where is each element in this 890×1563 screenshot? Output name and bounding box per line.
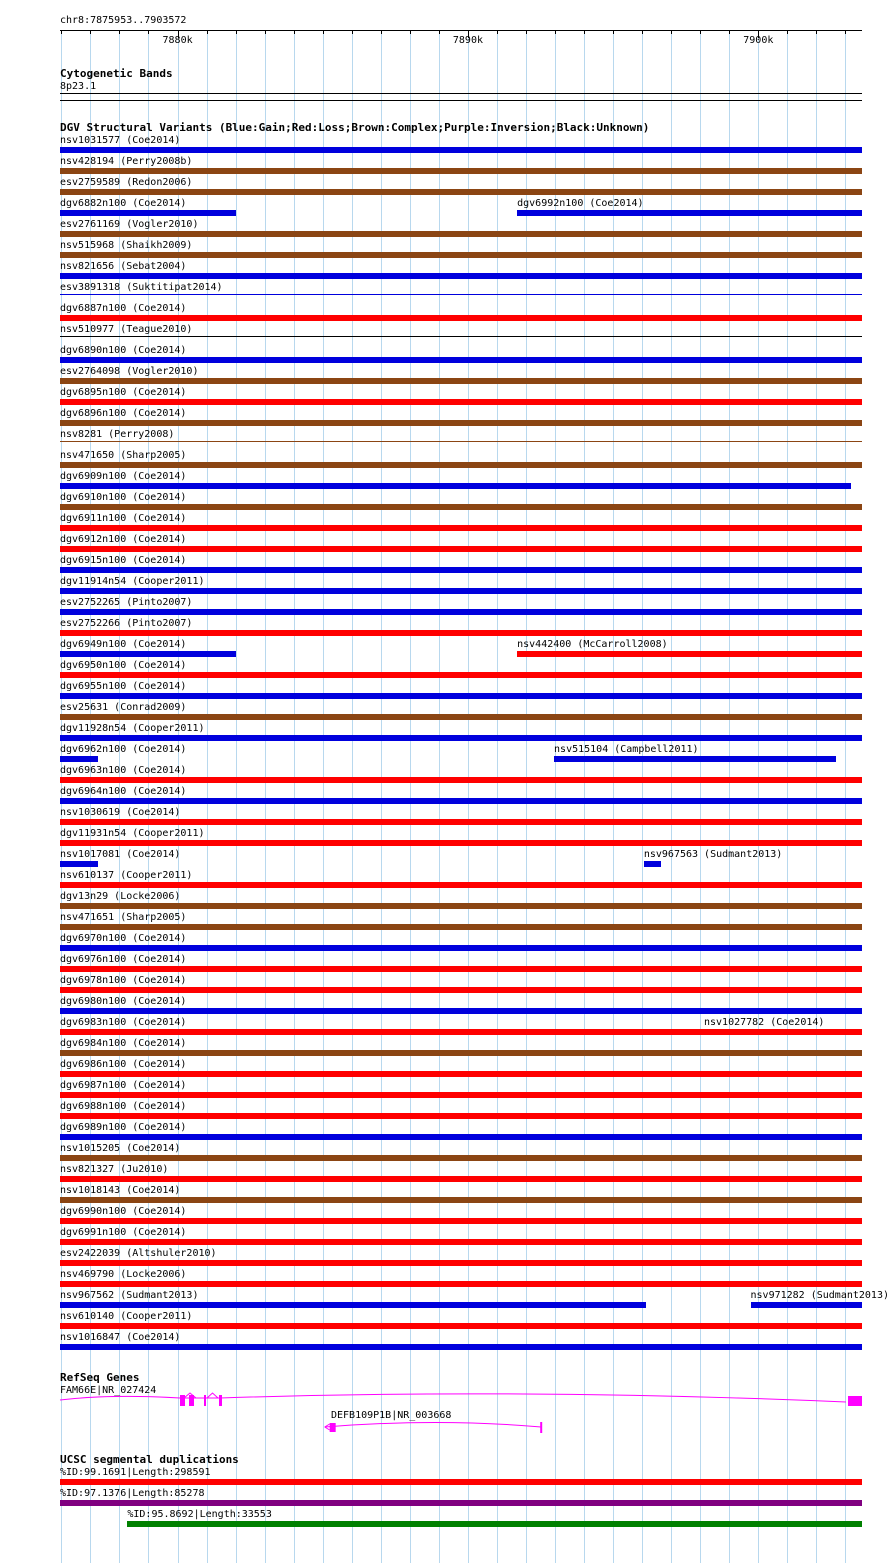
variant-label[interactable]: dgv6915n100 (Coe2014) <box>60 555 187 566</box>
variant-bar[interactable] <box>60 378 862 384</box>
variant-label[interactable]: dgv6887n100 (Coe2014) <box>60 303 187 314</box>
variant-bar[interactable] <box>60 1260 862 1266</box>
ruler-minor-tick <box>700 30 701 34</box>
variant-bar[interactable] <box>60 147 862 153</box>
variant-label[interactable]: nsv1030619 (Coe2014) <box>60 807 181 818</box>
variant-label[interactable]: dgv6896n100 (Coe2014) <box>60 408 187 419</box>
variant-label[interactable]: nsv515968 (Shaikh2009) <box>60 240 193 251</box>
variant-bar[interactable] <box>751 1302 862 1308</box>
variant-label[interactable]: dgv6909n100 (Coe2014) <box>60 471 187 482</box>
variant-bar[interactable] <box>60 924 862 930</box>
variant-label[interactable]: nsv1015205 (Coe2014) <box>60 1143 181 1154</box>
gene-exon[interactable] <box>189 1395 194 1406</box>
variant-label[interactable]: dgv6988n100 (Coe2014) <box>60 1101 187 1112</box>
variant-label[interactable]: dgv6890n100 (Coe2014) <box>60 345 187 356</box>
variant-bar[interactable] <box>60 1113 862 1119</box>
ruler-minor-tick <box>555 30 556 34</box>
gene-intron-line[interactable] <box>325 1423 542 1428</box>
variant-label[interactable]: dgv6911n100 (Coe2014) <box>60 513 187 524</box>
variant-label[interactable]: nsv971282 (Sudmant2013) <box>750 1290 889 1301</box>
variant-label[interactable]: dgv6912n100 (Coe2014) <box>60 534 187 545</box>
variant-bar[interactable] <box>60 567 862 573</box>
variant-label[interactable]: dgv6970n100 (Coe2014) <box>60 933 187 944</box>
variant-label[interactable]: nsv1027782 (Coe2014) <box>704 1017 825 1028</box>
variant-label[interactable]: nsv8281 (Perry2008) <box>60 429 175 440</box>
variant-bar[interactable] <box>60 714 862 720</box>
variant-label[interactable]: esv2422039 (Altshuler2010) <box>60 1248 217 1259</box>
ruler-axis <box>60 30 862 31</box>
ruler-minor-tick <box>584 30 585 34</box>
ruler-minor-tick <box>642 30 643 34</box>
refseq-track-title[interactable]: RefSeq Genes <box>60 1371 140 1384</box>
segdup-bar[interactable] <box>127 1521 862 1527</box>
variant-bar[interactable] <box>60 1323 862 1329</box>
ruler-tick-label: 7900k <box>743 35 774 46</box>
variant-label[interactable]: nsv471650 (Sharp2005) <box>60 450 187 461</box>
variant-bar[interactable] <box>554 756 836 762</box>
variant-label[interactable]: dgv11914n54 (Cooper2011) <box>60 576 205 587</box>
variant-label[interactable]: dgv6976n100 (Coe2014) <box>60 954 187 965</box>
variant-bar[interactable] <box>60 1281 862 1287</box>
ruler-minor-tick <box>352 30 353 34</box>
variant-bar[interactable] <box>60 819 862 825</box>
segdup-label[interactable]: %ID:97.1376|Length:85278 <box>60 1488 205 1499</box>
variant-bar[interactable] <box>60 1239 862 1245</box>
ruler-minor-tick <box>816 30 817 34</box>
variant-bar[interactable] <box>60 966 862 972</box>
variant-bar[interactable] <box>60 672 862 678</box>
variant-label[interactable]: nsv442400 (McCarroll2008) <box>517 639 668 650</box>
ruler-minor-tick <box>439 30 440 34</box>
variant-bar[interactable] <box>60 1344 862 1350</box>
variant-bar[interactable] <box>60 903 862 909</box>
ruler-minor-tick <box>787 30 788 34</box>
ruler-minor-tick <box>845 30 846 34</box>
variant-label[interactable]: nsv610140 (Cooper2011) <box>60 1311 193 1322</box>
variant-label[interactable]: dgv6964n100 (Coe2014) <box>60 786 187 797</box>
variant-label[interactable]: nsv967562 (Sudmant2013) <box>60 1290 199 1301</box>
gene-exon[interactable] <box>540 1422 542 1433</box>
cytogenetic-bands-title[interactable]: Cytogenetic Bands <box>60 67 173 80</box>
variant-bar[interactable] <box>60 756 98 762</box>
ruler-minor-tick <box>236 30 237 34</box>
variant-label[interactable]: nsv610137 (Cooper2011) <box>60 870 193 881</box>
ruler-tick-label: 7880k <box>162 35 193 46</box>
ruler-minor-tick <box>671 30 672 34</box>
variant-label[interactable]: nsv428194 (Perry2008b) <box>60 156 193 167</box>
variant-label[interactable]: dgv6962n100 (Coe2014) <box>60 744 187 755</box>
variant-label[interactable]: dgv6882n100 (Coe2014) <box>60 198 187 209</box>
variant-label[interactable]: nsv1018143 (Coe2014) <box>60 1185 181 1196</box>
variant-bar[interactable] <box>60 735 862 741</box>
variant-bar[interactable] <box>60 336 862 337</box>
ruler-minor-tick <box>497 30 498 34</box>
dgv-track-title[interactable]: DGV Structural Variants (Blue:Gain;Red:Loss;Brown:Complex;Purple:Inversion;Black:Unknown) <box>60 121 650 134</box>
variant-bar[interactable] <box>60 1092 862 1098</box>
variant-bar[interactable] <box>60 1134 862 1140</box>
gene-exon[interactable] <box>204 1395 206 1406</box>
ruler-minor-tick <box>207 30 208 34</box>
gene-intron-chevron[interactable] <box>207 1393 218 1398</box>
variant-bar[interactable] <box>60 357 862 363</box>
variant-label[interactable]: nsv515104 (Campbell2011) <box>554 744 699 755</box>
variant-bar[interactable] <box>60 315 862 321</box>
variant-bar[interactable] <box>60 651 236 657</box>
variant-bar[interactable] <box>60 399 862 405</box>
ruler-minor-tick <box>294 30 295 34</box>
variant-label[interactable]: dgv6949n100 (Coe2014) <box>60 639 187 650</box>
variant-bar[interactable] <box>60 1155 862 1161</box>
variant-bar[interactable] <box>60 1050 862 1056</box>
variant-bar[interactable] <box>60 420 862 426</box>
cytoband-label: 8p23.1 <box>60 81 97 92</box>
variant-bar[interactable] <box>60 546 862 552</box>
variant-label[interactable]: dgv6987n100 (Coe2014) <box>60 1080 187 1091</box>
variant-bar[interactable] <box>60 609 862 615</box>
variant-bar[interactable] <box>60 252 862 258</box>
variant-bar[interactable] <box>60 777 862 783</box>
variant-label[interactable]: nsv1017081 (Coe2014) <box>60 849 181 860</box>
variant-bar[interactable] <box>60 1218 862 1224</box>
variant-label[interactable]: dgv6978n100 (Coe2014) <box>60 975 187 986</box>
ruler-minor-tick <box>61 30 62 34</box>
variant-label[interactable]: dgv6910n100 (Coe2014) <box>60 492 187 503</box>
variant-bar[interactable] <box>60 1008 862 1014</box>
variant-label[interactable]: nsv821656 (Sebat2004) <box>60 261 187 272</box>
variant-bar[interactable] <box>60 273 862 279</box>
variant-bar[interactable] <box>60 861 98 867</box>
variant-label[interactable]: nsv1031577 (Coe2014) <box>60 135 181 146</box>
segdup-label[interactable]: %ID:95.8692|Length:33553 <box>127 1509 272 1520</box>
ruler-minor-tick <box>323 30 324 34</box>
variant-bar[interactable] <box>60 882 862 888</box>
variant-label[interactable]: esv3891318 (Suktitipat2014) <box>60 282 223 293</box>
segdup-label[interactable]: %ID:99.1691|Length:298591 <box>60 1467 211 1478</box>
variant-label[interactable]: dgv6980n100 (Coe2014) <box>60 996 187 1007</box>
gene-exon[interactable] <box>848 1396 862 1406</box>
variant-label[interactable]: dgv6983n100 (Coe2014) <box>60 1017 187 1028</box>
variant-bar[interactable] <box>517 210 862 216</box>
variant-bar[interactable] <box>60 693 862 699</box>
variant-bar[interactable] <box>60 231 862 237</box>
variant-bar[interactable] <box>60 168 862 174</box>
variant-bar[interactable] <box>60 798 862 804</box>
variant-label[interactable]: dgv6989n100 (Coe2014) <box>60 1122 187 1133</box>
variant-label[interactable]: dgv13n29 (Locke2006) <box>60 891 181 902</box>
ruler-minor-tick <box>90 30 91 34</box>
variant-label[interactable]: dgv6984n100 (Coe2014) <box>60 1038 187 1049</box>
ruler-tick-label: 7890k <box>452 35 483 46</box>
variant-label[interactable]: esv25631 (Conrad2009) <box>60 702 187 713</box>
variant-label[interactable]: nsv510977 (Teague2010) <box>60 324 193 335</box>
ruler-minor-tick <box>119 30 120 34</box>
ruler-range-label: chr8:7875953..7903572 <box>60 15 187 26</box>
variant-bar[interactable] <box>60 987 862 993</box>
refseq-gene-label[interactable]: FAM66E|NR_027424 <box>60 1385 157 1396</box>
variant-bar[interactable] <box>60 462 862 468</box>
variant-bar[interactable] <box>704 1029 862 1035</box>
gene-exon[interactable] <box>219 1395 222 1406</box>
variant-label[interactable]: nsv469790 (Locke2006) <box>60 1269 187 1280</box>
variant-bar[interactable] <box>60 525 862 531</box>
ruler-minor-tick <box>410 30 411 34</box>
variant-label[interactable]: esv2764098 (Vogler2010) <box>60 366 199 377</box>
ruler-minor-tick <box>265 30 266 34</box>
variant-bar[interactable] <box>644 861 662 867</box>
variant-bar[interactable] <box>60 504 862 510</box>
variant-label[interactable]: nsv967563 (Sudmant2013) <box>643 849 783 860</box>
variant-label[interactable]: dgv11931n54 (Cooper2011) <box>60 828 205 839</box>
variant-bar[interactable] <box>60 441 862 442</box>
variant-label[interactable]: esv2752266 (Pinto2007) <box>60 618 193 629</box>
variant-bar[interactable] <box>60 630 862 636</box>
refseq-gene-models[interactable] <box>0 1390 890 1440</box>
variant-label[interactable]: esv2761169 (Vogler2010) <box>60 219 199 230</box>
variant-bar[interactable] <box>60 1176 862 1182</box>
variant-label[interactable]: nsv471651 (Sharp2005) <box>60 912 187 923</box>
variant-label[interactable]: dgv11928n54 (Cooper2011) <box>60 723 205 734</box>
variant-bar[interactable] <box>60 294 862 295</box>
ruler-minor-tick <box>729 30 730 34</box>
variant-label[interactable]: dgv6955n100 (Coe2014) <box>60 681 187 692</box>
ruler-minor-tick <box>381 30 382 34</box>
variant-label[interactable]: esv2752265 (Pinto2007) <box>60 597 193 608</box>
ruler-minor-tick <box>613 30 614 34</box>
variant-bar[interactable] <box>60 483 851 489</box>
refseq-gene-label[interactable]: DEFB109P1B|NR_003668 <box>331 1410 452 1421</box>
variant-bar[interactable] <box>60 588 862 594</box>
variant-label[interactable]: dgv6950n100 (Coe2014) <box>60 660 187 671</box>
ruler-minor-tick <box>148 30 149 34</box>
gene-exon[interactable] <box>330 1423 336 1432</box>
variant-label[interactable]: dgv6895n100 (Coe2014) <box>60 387 187 398</box>
variant-label[interactable]: dgv6986n100 (Coe2014) <box>60 1059 187 1070</box>
ruler-minor-tick <box>526 30 527 34</box>
variant-bar[interactable] <box>517 651 862 657</box>
gene-exon[interactable] <box>180 1395 185 1406</box>
variant-bar[interactable] <box>60 1302 646 1308</box>
variant-bar[interactable] <box>60 1197 862 1203</box>
variant-label[interactable]: dgv6963n100 (Coe2014) <box>60 765 187 776</box>
variant-label[interactable]: nsv1016847 (Coe2014) <box>60 1332 181 1343</box>
variant-bar[interactable] <box>60 1071 862 1077</box>
cytoband-outline-bottom[interactable] <box>60 100 862 101</box>
segdup-bar[interactable] <box>60 1479 862 1485</box>
variant-label[interactable]: dgv6992n100 (Coe2014) <box>517 198 644 209</box>
segdup-bar[interactable] <box>60 1500 862 1506</box>
variant-bar[interactable] <box>60 189 862 195</box>
variant-label[interactable]: dgv6990n100 (Coe2014) <box>60 1206 187 1217</box>
cytoband-outline-top <box>60 93 862 94</box>
variant-bar[interactable] <box>60 210 236 216</box>
segdup-track-title[interactable]: UCSC segmental duplications <box>60 1453 239 1466</box>
variant-bar[interactable] <box>60 840 862 846</box>
variant-bar[interactable] <box>60 945 862 951</box>
variant-label[interactable]: dgv6991n100 (Coe2014) <box>60 1227 187 1238</box>
variant-label[interactable]: esv2759589 (Redon2006) <box>60 177 193 188</box>
variant-label[interactable]: nsv821327 (Ju2010) <box>60 1164 169 1175</box>
gene-intron-line[interactable] <box>60 1394 846 1402</box>
